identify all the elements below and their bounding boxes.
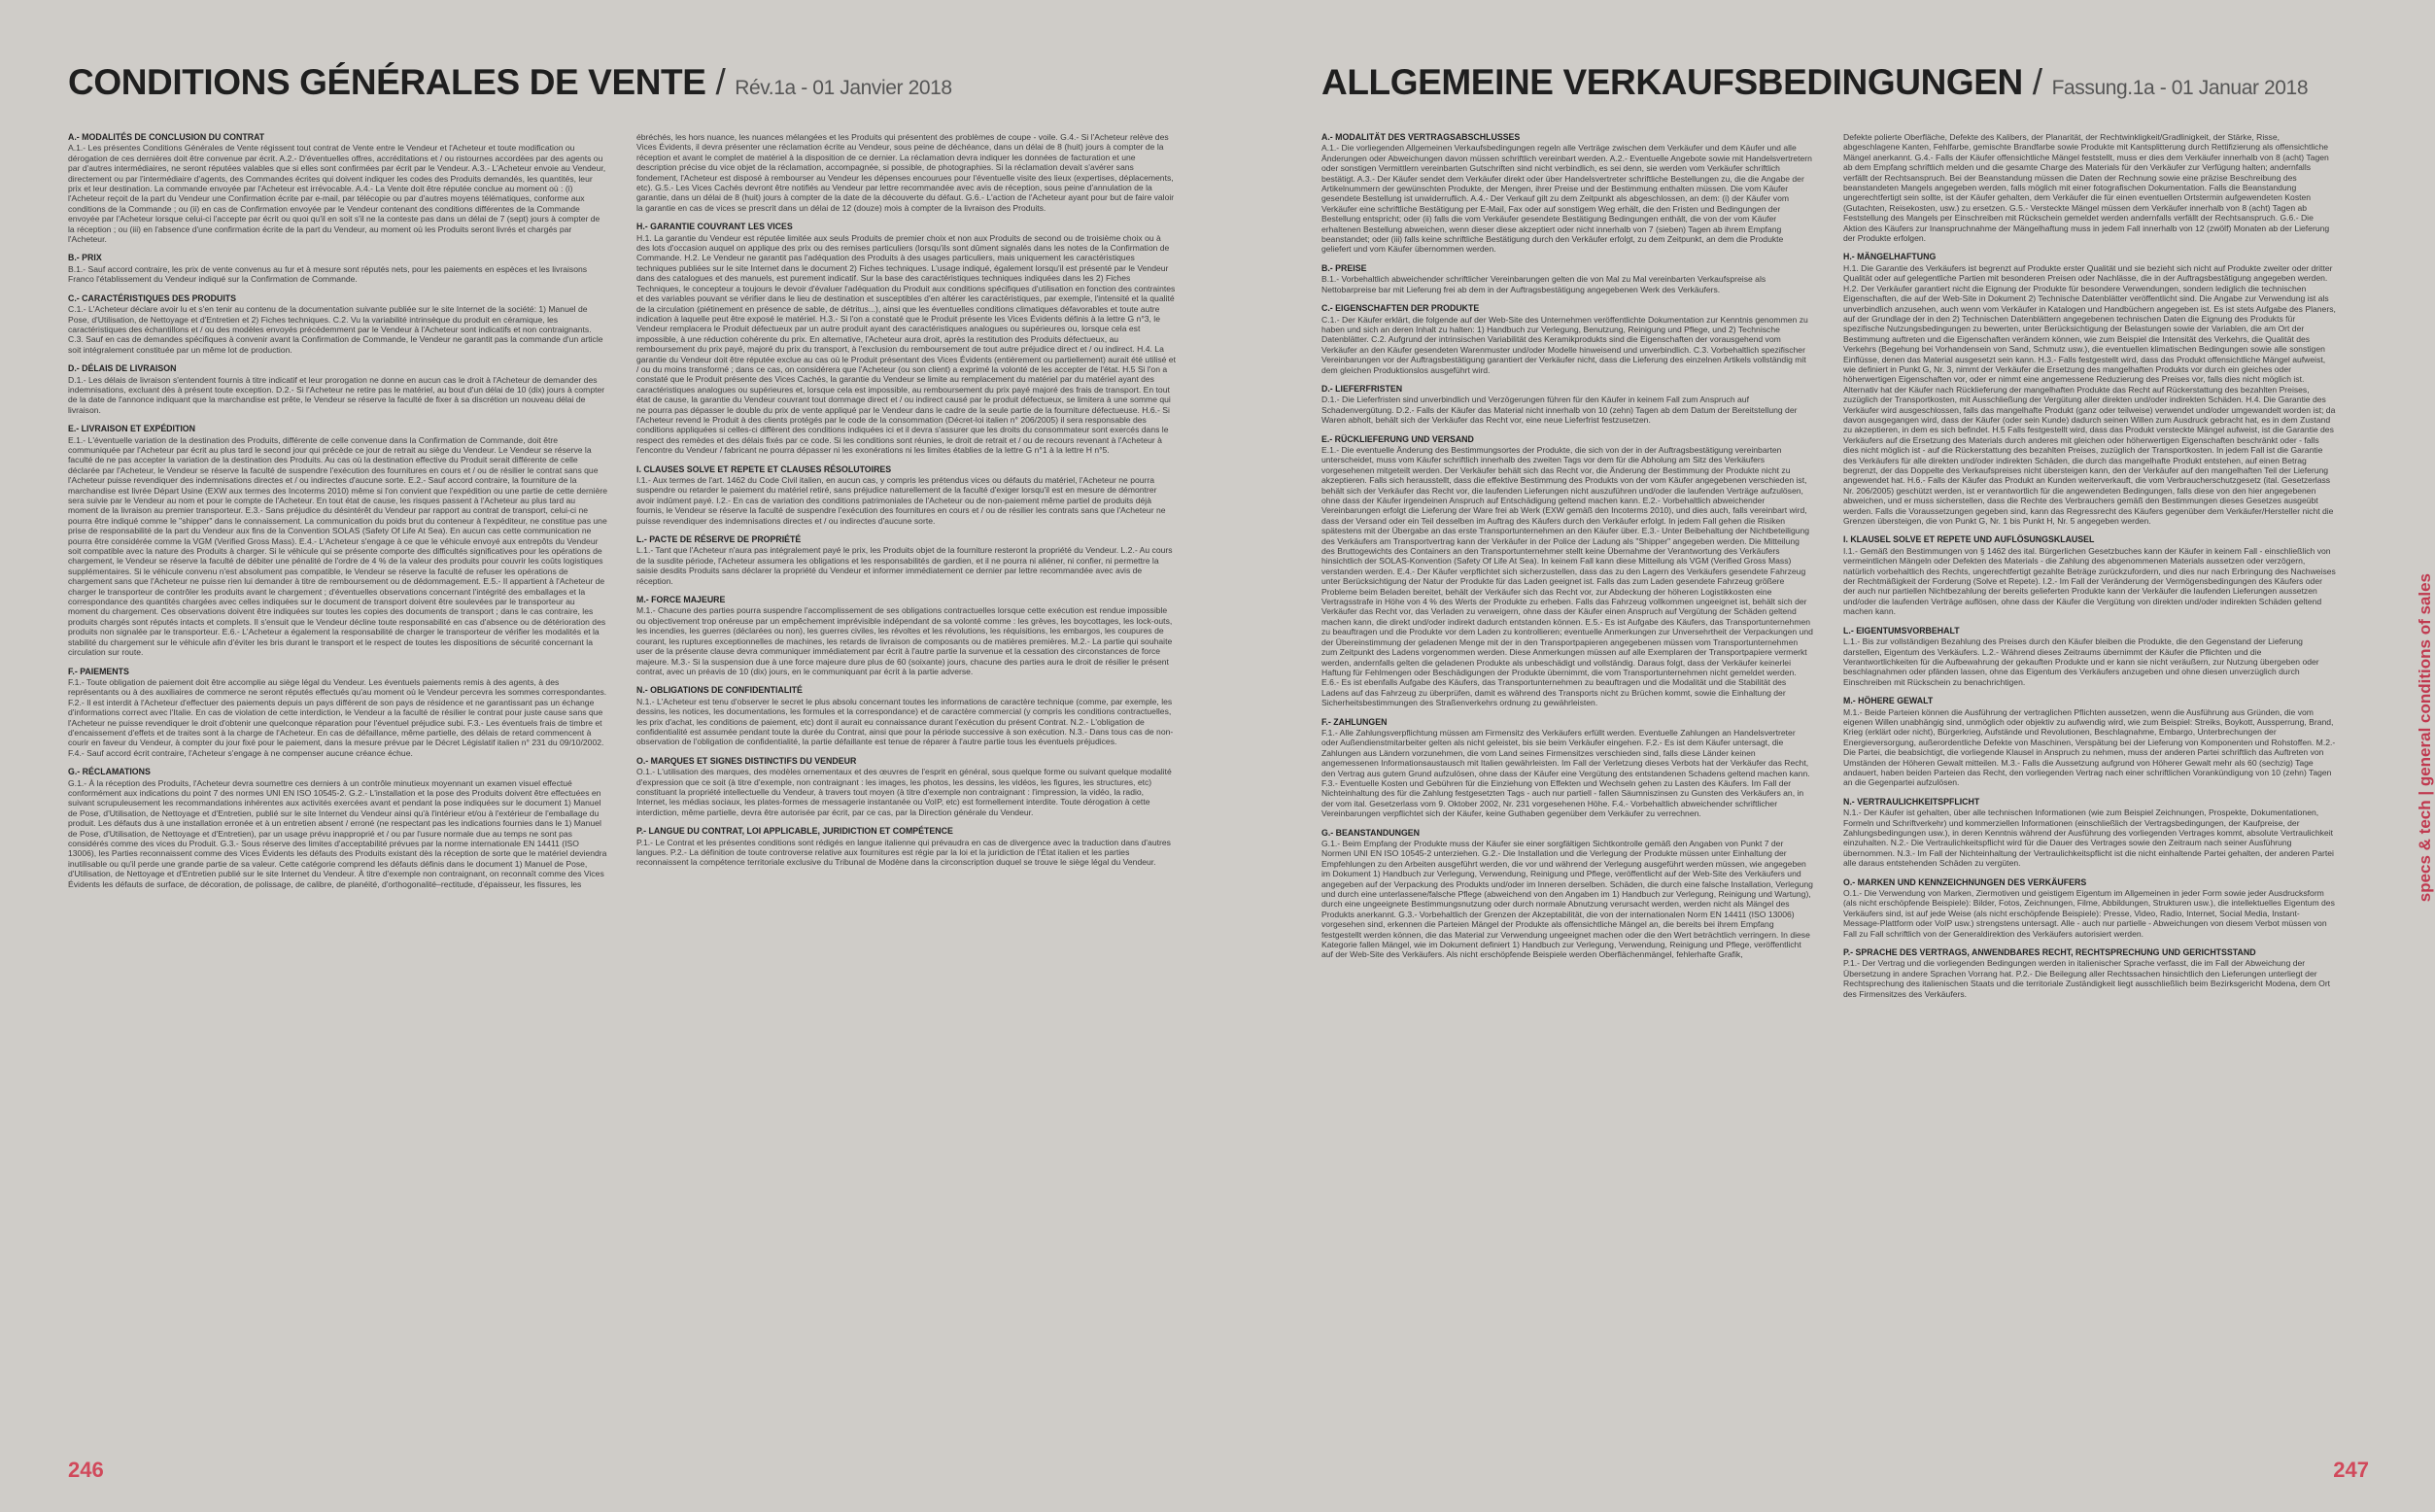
section-heading: F.- ZAHLUNGEN xyxy=(1321,716,1388,727)
section-body: L.1.- Bis zur vollständigen Bezahlung des Preises durch den Käufer bleiben die Produkte, die den Gegenstand der Lieferung darstellen, Eigentum des Verkäufers. L.2.- Während dieses Zeitraums übernimmt der Käufer die Pflichten und die Verantwortlichkeiten für die Aufbewahrung der gekauften Produkte und er kann sie nicht veräußern, zur Nutzung übergeben oder beschlagnahmen oder pfänden lassen, ohne das Eigentum des Verkäufers anzugeben und ohne diesen unverzüglich durch Einschreiben mit Rückschein zu benachrichtigen. xyxy=(1843,636,2319,687)
section-heading: E.- LIVRAISON ET EXPÉDITION xyxy=(68,424,195,434)
section-body: F.1.- Alle Zahlungsverpflichtung müssen am Firmensitz des Verkäufers erfüllt werden. Eventuelle Zahlungen an Handelsvertreter oder Außendienstmitarbeiter gelten als nicht geleistet, bis sie beim Verkäufer eingehen. F.2.- Es ist dem Käufer untersagt, die Zahlungen aus Ländern vorzunehmen, die vom Land seines Firmensitzes verschieden sind, falls diese Länder keinen angemessenen Informationsaustausch mit Italien gewährleisten. Im Fall der Verletzung dieses Verbots hat der Verkäufer das Recht, den Vertrag aus gutem Grund aufzulösen, ohne dass der Käufer eine Vergütung des entstandenen Schadens geltend machen kann. F.3.- Eventuelle Kosten und Gebühren für die Einziehung von Effekten und Wechseln gehen zu Lasten des Käufers. Im Fall der Nichteinhaltung des für die Zahlung festgesetzten Tags - auch nur partiell - fallen Säumniszinsen zu Gunsten des Verkäufers an, in der vom ital. Gesetzerlass vom 9. Oktober 2002, Nr. 231 vorgesehenen Höhe. F.4.- Vorbehaltlich abweichender schriftlicher Vereinbarungen verpflichtet sich der Käufer, keine Guthaben gegenüber dem Verkäufer zu verrechnen. xyxy=(1321,727,1810,819)
page-number: 246 xyxy=(68,1458,104,1482)
page-number: 247 xyxy=(2333,1458,2369,1482)
page-right xyxy=(1215,0,2429,1512)
text-columns xyxy=(68,132,1176,889)
section-body: P.1.- Der Vertrag und die vorliegenden Bedingungen werden in italienischer Sprache verfasst, die im Fall der Abweichung der Übersetzung in andere Sprachen Vorrang hat. P.2.- Die Beilegung aller Rechtssachen hinsichtlich den Lieferungen unterliegt der Rechtsprechung des italienischen Staats und die territoriale Zuständigkeit liegt ausschließlich beim Bezirksgericht Modena, dem Ort des Firmensitzes des Verkäufers. xyxy=(1843,958,2331,999)
section-heading: C.- CARACTÉRISTIQUES DES PRODUITS xyxy=(68,292,237,303)
section-body: G.1.- À la réception des Produits, l'Acheteur devra soumettre ces derniers à un contrôle minutieux moyennant un examen visuel effectué conformément aux indications du point 7 des normes UNI EN ISO 10545-2. G.2.- L'installation et la pose des Produits doivent être effectuées en suivant scrupuleusement les recommandations inhérentes aux activités exercées avant et pendant la pose indiquées sur le document 1) Manuel de Pose, d'Utilisation, de Nettoyage et d'Entretien, publié sur le site Internet du Vendeur ainsi qu'à l'intérieur et/ou à l'extérieur de l'emballage du produit. Les défauts dus à une installation erronée et à un entretien absent / erroné (ne respectant pas les indications fournies dans le 1) Manuel de Pose, d'Utilisation, de Nettoyage et d'Entretien), par un usage prévu inapproprié et / ou par l'usure normale due au temps ne sont pas considérés comme des vices du Produit. G.3.- Sous réserve des limites d'acceptabilité prévues par la norme internationale EN 14411 (ISO 13006), les Parties reconnaissent comme des Vices Évidents les défauts des Produits existant dès la réception de sorte que le matériel deviendra inutilisable ou qu'il perde une grande partie de sa valeur. Cette catégorie comprend les défauts définis dans le document 1) Manuel de Pose, d'Utilisation, de Nettoyage et d'Entretien publié sur le site Internet du Vendeur. À titre d'exemple non contraignant, on reconnaît comme des Vices Évidents les défauts de surface, de décoration, de polissage, de calibre, de planéité, d'orthogonalité–rectitude, d'épaisseur, les fissures, les xyxy=(68,777,607,889)
text-column xyxy=(636,132,1176,889)
section-heading: F.- PAIEMENTS xyxy=(68,666,129,676)
section-body: N.1.- L'Acheteur est tenu d'observer le secret le plus absolu concernant toutes les informations de caractère technique (comme, par exemple, les dessins, les notices, les documentations, les formules et la correspondance) et de caractère commercial (y compris les conditions contractuelles, les prix d'achat, les conditions de paiement, etc) dont il aurait eu connaissance durant l'exécution du présent Contrat. N.2.- L'obligation de confidentialité est assumée pendant toute la durée du Contrat, ainsi que pour la période successive à son exécution. N.3.- Dans tous cas de non-observation de l'obligation de confidentialité, la partie défaillante est tenue de réparer à l'autre partie tous les éventuels préjudices. xyxy=(636,696,1174,747)
section-heading: G.- RÉCLAMATIONS xyxy=(68,767,151,777)
section-heading: H.- GARANTIE COUVRANT LES VICES xyxy=(636,222,793,232)
section-body: H.1. Die Garantie des Verkäufers ist begrenzt auf Produkte erster Qualität und sie bezieht sich nicht auf Produkte zweiter oder dritter Qualität oder auf gelegentliche Partien mit besonderen Preisen oder Nachlässe, die in der Auftragsbestätigung angegeben werden. H.2. Der Verkäufer garantiert nicht die Eignung der Produkte für besondere Verwendungen, sondern lediglich die technischen Eigenschaften, die auf der Web-Site in Dokument 2) Technische Datenblätter veröffentlicht sind. Die Angabe zur Verwendung ist als unverbindlich anzusehen, auch wenn vom Verkäufer in Katalogen und Handbüchern angegeben ist. Es ist stets Aufgabe des Planers, auf der Grundlage der in den 2) Technischen Datenblättern angegebenen technischen Daten die Eignung des Produkts für spezifische Nutzungsbedingungen zu bewerten, unter Berücksichtigung der Belastungen sowie der Variablen, die am Ort der Bestimmung auftreten und die Eigenschaften verändern können, wie zum Beispiel die Intensität des Verkehrs, die Qualität des Verkehrs (Begehung bei Vorhandensein von Sand, Schmutz usw.), die eventuellen klimatischen Bedingungen sowie alle sonstigen Einflüsse, denen das Material ausgesetzt sein kann. H.3.- Falls festgestellt wird, dass das Produkt offensichtliche Mängel aufweist, wie definiert in Punkt G, Nr. 3, nimmt der Verkäufer die Ersetzung des mangelhaften Produkts vor durch ein gleiches oder höherwertigen Eigenschaften vor, oder er nimmt eine angemessene Reduzierung des Preises vor, falls dies nicht möglich ist. Alternativ hat der Käufer nach Rücklieferung der mangelhaften Produkte das Recht auf Rückerstattung des bezahlten Preises, zuzüglich der Transportkosten, mit Ausschließung der Vergütung aller direkten und/oder indirekten Schäden. H.4. Die Garantie des Verkäufer wird ausgeschlossen, falls das mangelhafte Produkt (ganz oder teilweise) verwendet und/oder umgewandelt worden ist; da davon ausgegangen wird, dass der Käufer (oder sein Kunde) dadurch seinen Willen zum Ausdruck gebracht hat, es in dem Zustand zu akzeptieren, in dem es sich befindet. H.5 Falls festgestellt wird, dass das Produkt versteckte Mängel aufweist, ist die Garantie des Verkäufers auf die Ersetzung des Materials durch anderes mit gleichen oder höherwertigen Eigenschaften beschränkt oder - falls dies nicht möglich ist - auf die Rückerstattung des bezahlten Preises, zuzüglich der Transportkosten. In jedem Fall ist die Garantie des Verkäufers für alle direkten und/oder indirekten Schäden, die durch das mangelhafte Produkt entstehen, auf einen Betrag begrenzt, der das Doppelte des Verkaufspreises nicht übersteigen kann, den der Verkäufer auf den mangelhaften Teil der Lieferung angewendet hat. H.6.- Falls der Käufer das Produkt an Kunden weiterverkauft, die vom Verbraucherschutzgesetz (ital. Gesetzerlass Nr. 206/2005) geschützt werden, ist er verantwortlich für die angewendeten Bedingungen, falls diese von den hier angegebenen abweichen, und er muss sicherstellen, dass die Rechte des Verbrauchers gemäß den Bestimmungen dieses Gesetzes ausgeübt werden. Falls die Voraussetzungen gegeben sind, kann das Regressrecht des Käufers gegenüber dem Verkäufer/Hersteller nicht die Grenzen übersteigen, die von Punkt G, Nr. 1 bis Punkt H, Nr. 5 angegeben werden. xyxy=(1843,262,2336,527)
section-body: D.1.- Les délais de livraison s'entendent fournis à titre indicatif et leur prorogation ne donne en aucun cas le droit à l'Acheteur de demander des indemnisations, excluant dès à présent toute exception. D.2.- Si l'Acheteur ne retire pas le matériel, au bout d'un délai de 10 (dix) jours à compter de la date de l'annonce indiquant que la marchandise est prête, le Vendeur se réserve la faculté de fixer à sa discrétion un nouveau délai de livraison. xyxy=(68,374,605,415)
section-body: I.1.- Gemäß den Bestimmungen von § 1462 des ital. Bürgerlichen Gesetzbuches kann der Käufer in keinem Fall - einschließlich von vermeintlichen Mängeln oder Defekten des Materials - die Zahlung des abgenommenen Materials aussetzen oder verzögern, natürlich vorbehaltlich des Rechts, ungerechtfertigt gezahlte Beträge zurückzufordern, und dies nur nach Erbringung des Nachweises der Rechtmäßigkeit der Forderung (Solve et Repete). I.2.- Im Fall der Veränderung der Vermögensbedingungen des Käufers oder der auch nur partiellen Nichtbezahlung der bereits gelieferten Produkte kann der Verkäufer die laufenden Lieferungen aussetzen und/oder die laufenden Verträge auflösen, ohne dass der Käufer die Vergütung von direkten und/oder indirekten Schäden geltend machen kann. xyxy=(1843,545,2336,617)
section-heading: N.- VERTRAULICHKEITSPFLICHT xyxy=(1843,796,1980,807)
section-body: M.1.- Beide Parteien können die Ausführung der vertraglichen Pflichten aussetzen, wenn die Ausführung aus Gründen, die vom eigenen Willen unabhängig sind, unmöglich oder objektiv zu aufwendig wird, wie zum Beispiel: Streiks, Boykott, Aussperrung, Brand, Krieg (erklärt oder nicht), Bürgerkrieg, Aufstände und Revolutionen, Beschlagnahme, Embargo, Unterbrechungen der Energieversorgung, außerordentliche Defekte von Maschinen, Verspätung bei der Lieferung von Komponenten und Rohstoffen. M.2.- Die Partei, die beabsichtigt, die vorliegende Klausel in Anspruch zu nehmen, muss der anderen Partei schriftlich das Auftreten von Umständen der Höheren Gewalt mitteilen. M.3.- Falls die Aussetzung aufgrund von Höherer Gewalt mehr als 60 (sechzig) Tage andauert, haben beiden Parteien das Recht, den vorliegenden Vertrag nach einer schriftlichen Vorankündigung von 10 (zehn) Tagen an die Gegenpartei aufzulösen. xyxy=(1843,706,2336,788)
section-body: A.1.- Les présentes Conditions Générales de Vente régissent tout contrat de Vente entre le Vendeur et l'Acheteur et toute modification ou dérogation de ces dernières doit être convenue par écrit. A.2.- D'éventuelles offres, accréditations et / ou ristournes accordées par des agents ou par d'autres intermédiaires, ne seront réputées valables que si elles sont confirmées par écrit par le Vendeur. A.3.- L'Acheteur envoie au Vendeur, directement ou par l'intermédiaire d'agents, des Commandes écrites qui doivent indiquer les codes des Produits demandés, les quantités, leur prix et leur destination. La commande envoyée par l'Acheteur est irrévocable. A.4.- La Vente doit être réputée conclue au moment où : (i) l'Acheteur reçoit de la part du Vendeur une Confirmation écrite par e-mail, par télécopie ou par d'autres moyens télématiques, conforme aux conditions de la Commande ; ou (ii) en cas de Confirmation envoyée par le Vendeur contenant des conditions différentes de la Commande envoyée par l'Acheteur lorsque celui-ci l'accepte par écrit ou quoi qu'il en soit s'il ne la conteste pas dans un délai de 7 (sept) jours à compter de la réception ; ou (iii) en l'absence d'une confirmation écrite de la part du Vendeur, au moment où les Produits seront livrés et chargés par l'Acheteur. xyxy=(68,143,606,245)
section-body: E.1.- L'éventuelle variation de la destination des Produits, différente de celle convenue dans la Confirmation de Commande, doit être communiquée par l'Acheteur par écrit au plus tard le second jour qui précède ce jour de retrait au siège du Vendeur. Le Vendeur se réserve la faculté de ne pas accepter la variation de la destination des Produits. Au cas où la destination effective du Produit serait différente de celle déclarée par l'Acheteur, le Vendeur se réserve la faculté de suspendre l'exécution des fournitures en cours et / ou de résilier le contrat sans que l'Acheteur puisse revendiquer des indemnisations directes et / ou indirectes d'aucune sorte. E.2.- Sauf accord contraire, la fourniture de la marchandise est livrée Départ Usine (EXW aux termes des Incoterms 2010) même si l'on convient que l'expédition ou une partie de cette dernière sera suivie par le Vendeur au nom et pour le compte de l'Acheteur. En tout état de cause, les risques passent à l'Acheteur au plus tard au moment de la livraison au premier transporteur. E.3.- Sans préjudice du désintérêt du Vendeur par rapport au contrat de transport, celui-ci ne pourra être indiqué comme le "shipper" dans le connaissement. La communication du poids brut du conteneur à l'expéditeur, ne constitue pas une prise de responsabilité de la part du Vendeur aux fins de la Convention SOLAS (Safety Of Life At Sea). En aucun cas cette communication ne pourra être considérée comme la VGM (Verified Gross Mass). E.4.- L'Acheteur s'engage à ce que le véhicule envoyé aux entrepôts du Vendeur soit compatible avec la nature des Produits à charger. Si le véhicule qui se présente comporte des difficultés significatives pour les opérations de chargement, le Vendeur se réserve la faculté de débiter une pénalité de l'ordre de 4 % de la valeur des produits pour couvrir les coûts logistiques supplémentaires. Si le véhicule convenu n'est absolument pas compatible, le Vendeur se réserve la faculté de refuser les opérations de chargement sans que l'Acheteur ne puisse rien lui demander à titre de remboursement ou de dédommagement. E.5.- Il appartient à l'Acheteur de charger le transporteur de contrôler les produits avant le chargement ; d'éventuelles observations concernant l'intégrité des emballages et la correspondance des quantités chargées avec celles indiquées sur le document de transport doivent être soulevées par le transporteur au moment du chargement. Ces observations doivent être indiquées sur toutes les copies des documents de transport ; dans le cas contraire, les produits chargés sont réputés intacts et complets. Il s'ensuit que le Vendeur décline toute responsabilité en cas d'absence ou de détérioration des produits non signalée par le transporteur. E.6.- L'Acheteur a également la responsabilité de charger le transporteur de vérifier les modalités et la stabilité du chargement sur le véhicule afin d'éviter les bris durant le transport et le respect de toutes les dispositions de sécurité concernant la circulation sur route. xyxy=(68,434,607,658)
section-body: I.1.- Aux termes de l'art. 1462 du Code Civil italien, en aucun cas, y compris les prétendus vices ou défauts du matériel, l'Acheteur ne pourra suspendre ou retarder le paiement du matériel retiré, sans préjudice naturellement de la faculté d'exiger lorsqu'il est en mesure de démontrer avoir indûment payé. I.2.- En cas de variation des conditions patrimoniales de l'Acheteur ou de non-paiement même partiel de produits déjà fournis, le Vendeur se réserve la faculté de suspendre l'exécution des fournitures en cours et / ou de résilier les contrats sans que l'Acheteur ne puisse revendiquer des indemnisations directes et / ou indirectes d'aucune sorte. xyxy=(636,475,1166,526)
section-heading: P.- SPRACHE DES VERTRAGS, ANWENDBARES RECHT, RECHTSPRECHUNG UND GERICHTSSTAND xyxy=(1843,947,2256,958)
section-body: P.1.- Le Contrat et les présentes conditions sont rédigés en langue italienne qui prévaudra en cas de divergence avec la traduction dans d'autres langues. P.2.- La définition de toute controverse relative aux fournitures est régie par la loi et la juridiction de l'État italien et les parties reconnaissent la compétence territoriale exclusive du Tribunal de Modène dans la circonscription duquel se trouve le siège légal du Vendeur. xyxy=(636,837,1171,868)
section-body: Defekte polierte Oberfläche, Defekte des Kalibers, der Planarität, der Rechtwinkligkeit/Gradlinigkeit, der Stärke, Risse, abgeschlagene Kanten, Fehlfarbe, gemischte Brandfarbe sowie Produkte mit Kantsplitterung durch Rettifizierung als offensichtliche Mängel anerkannt. G.4.- Falls der Käufer offensichtliche Mängel feststellt, muss er dies dem Verkäufer innerhalb von 8 (acht) Tagen ab dem Empfang schriftlich melden und die gesamte Charge des Materials für den Verkäufer zur Verfügung halten; andernfalls verfällt der Rechtsanspruch. Bei der Beanstandung müssen die Daten der Rechnung sowie eine präzise Beschreibung des beanstandeten Mangels angegeben werden, falls möglich mit einer fotografischen Dokumentation. Falls die Beanstandung ungerechtfertigt sein sollte, ist der Käufer gehalten, dem Verkäufer die für einen eventuellen Ortstermin aufgewendeten Kosten (Gutachten, Reisekosten, usw.) zu ersetzen. G.5.- Versteckte Mängel müssen dem Verkäufer innerhalb von 8 (acht) Tagen ab Feststellung des Mangels per Einschreiben mit Rückschein gemeldet werden andernfalls verfällt der Rechtsanspruch. G.6.- Die Aktion des Käufers zur Inanspruchnahme der Mängelhaftung muss in jedem Fall innerhalb von 12 (zwölf) Monaten ab der Lieferung der Produkte erfolgen. xyxy=(1843,132,2330,244)
section-heading: B.- PREISE xyxy=(1321,262,1367,273)
section-heading: L.- PACTE DE RÉSERVE DE PROPRIÉTÉ xyxy=(636,534,802,545)
text-column xyxy=(1843,132,2336,999)
section-body: A.1.- Die vorliegenden Allgemeinen Verkaufsbedingungen regeln alle Verträge zwischen dem Verkäufer und dem Käufer und alle Änderungen oder Abweichungen davon müssen schriftlich vereinbart werden. A.2.- Eventuelle Angebote sowie mit Handelsvertretern oder sonstigen Vermittlern vereinbarten Gutschriften sind nicht verbindlich, es sei denn, sie werden vom Verkäufer schriftlich bestätigt. A.3.- Der Käufer sendet dem Verkäufer direkt oder über Handelsvertreter schriftliche Bestellungen zu, die die Angabe der Artikelnummern der gewünschten Produkte, der Mengen, ihrer Preise und der Bestimmung enthalten müssen. Die vom Käufer gesendete Bestellung ist unwiderruflich. A.4.- Der Verkauf gilt zu dem Zeitpunkt als abgeschlossen, an dem: (i) der Käufer vom Verkäufer eine schriftliche Bestätigung per E-Mail, Fax oder auf sonstigem Weg erhält, die den Fristen und Bedingungen der Bestellung entspricht; oder (ii) falls die vom Verkäufer gesendete Bestätigung Bedingungen enthält, die von der vom Käufer erhaltenen Bestellung abweichen, wenn dieser diese akzeptiert oder nicht innerhalb von 7 (sieben) Tagen ab ihrem Empfang beanstandet; oder (iii) falls keine schriftliche Bestätigung durch den Verkäufer erfolgt, zu dem Zeitpunkt, an dem die Produkte geliefert und vom Käufer übernommen werden. xyxy=(1321,143,1812,255)
section-heading: H.- MÄNGELHAFTUNG xyxy=(1843,252,1937,262)
section-heading: I. CLAUSES SOLVE ET REPETE ET CLAUSES RÉSOLUTOIRES xyxy=(636,464,892,474)
section-body: C.1.- Der Käufer erklärt, die folgende auf der Web-Site des Unternehmen veröffentlichte Dokumentation zur Kenntnis genommen zu haben und sich an deren Inhalt zu halten: 1) Handbuch zur Verlegung, Benutzung, Reinigung und Pflege, und 2) Technische Datenblätter. C.2. Aufgrund der intrinsischen Variabilität des Keramikprodukts sind die Eigenschaften der vorausgehend vom Verkäufer an den Käufer gesendeten Warenmuster und/oder Modelle hinweisend und unverbindlich. C.3. Vorbehaltlich spezifischer Vereinbarungen vor der Auftragsbestätigung garantiert der Verkäufer nicht, dass die Lieferung des einzelnen Artikels vollständig mit dem gleichen Produktionslos ausgeführt wird. xyxy=(1321,314,1808,375)
section-heading: N.- OBLIGATIONS DE CONFIDENTIALITÉ xyxy=(636,685,803,696)
text-column xyxy=(68,132,607,889)
section-body: F.1.- Toute obligation de paiement doit être accomplie au siège légal du Vendeur. Les éventuels paiements remis à des agents, à des représentants ou à des auxiliaires de commerce ne seront réputés effectués qu'au moment où le Vendeur percevra les sommes correspondantes. F.2.- Il est interdit à l'Acheteur d'effectuer des paiements depuis un pays différent de son pays de résidence et ne garantissant pas un échange d'informations correct avec l'Italie. En cas de violation de cette interdiction, le Vendeur a la faculté de résilier le contrat pour juste cause sans que l'Acheteur ne puisse revendiquer le droit d'obtenir une quelconque réparation pour l'éventuel préjudice subi. F.3.- Les éventuels frais de timbre et d'encaissement d'effets et de traites sont à la charge de l'Acheteur. En cas de défaillance, même partielle, des délais de retard commencent à courir en faveur du Vendeur, à compter du jour fixé pour le paiement, dans la mesure prévue par le Décret Législatif italien n° 231 du 09/10/2002. F.4.- Sauf accord écrit contraire, l'Acheteur s'engage à ne compenser aucune créance échue. xyxy=(68,676,607,758)
section-body: O.1.- L'utilisation des marques, des modèles ornementaux et des œuvres de l'esprit en général, sous quelque forme ou suivant quelque modalité d'expression que ce soit (à titre d'exemple, non contraignant : les images, les photos, les dessins, les vidéos, les figures, les structures, etc) constituant la propriété intellectuelle du Vendeur, à travers tout moyen (à titre d'exemple non contraignant : l'impression, la vidéo, la radio, Internet, les médias sociaux, les plates-formes de messagerie instantanée ou VoIP, etc) est formellement interdite. Toute dérogation à cette interdiction, même partielle, devra être autorisée par écrit, par ce cas, par la Direction générale du Vendeur. xyxy=(636,767,1172,817)
section-body: B.1.- Vorbehaltlich abweichender schriftlicher Vereinbarungen gelten die von Mal zu Mal vereinbarten Verkaufspreise als Nettobarpreise bar mit Lieferung frei ab dem in der Auftragsbestätigung angegebenen Werk des Verkäufers. xyxy=(1321,274,1766,294)
section-body: O.1.- Die Verwendung von Marken, Ziermotiven und geistigem Eigentum im Allgemeinen in jeder Form sowie jeder Ausdrucksform (als nicht erschöpfende Beispiele): Bilder, Fotos, Zeichnungen, Filme, Abbildungen, Strukturen usw.), die intellektuelles Eigentum des Verkäufers sind, ist auf jede Weise (als nicht erschöpfende Beispiele): Presse, Video, Radio, Internet, Social Media, Instant-Message-Plattform oder VoIP usw.) strengstens untersagt. Alle - auch nur partielle - Abweichungen von diesem Verbot müssen von Fall zu Fall schriftlich von der Generaldirektion des Verkäufers autorisiert werden. xyxy=(1843,888,2335,939)
section-body: E.1.- Die eventuelle Änderung des Bestimmungsortes der Produkte, die sich von der in der Auftragsbestätigung vereinbarten unterscheidet, muss vom Käufer schriftlich innerhalb des zweiten Tags vor dem für die Abholung am Sitz des Verkäufers vorgesehenen mitgeteilt werden. Der Verkäufer behält sich das Recht vor, die Änderung der Bestimmung der Produkte nicht zu akzeptieren. Falls sich herausstellt, dass die effektive Bestimmung des Produkts von der vom Käufer angegebenen verschieden ist, behält sich der Verkäufer das Recht vor, die laufenden Lieferungen nicht auszuführen und/oder die laufenden Verträge aufzulösen, ohne dass der Käufer irgendeinen Anspruch auf Entschädigung geltend machen kann. E.2.- Vorbehaltlich abweichender Vereinbarungen erfolgt die Lieferung der Ware frei ab Werk (EXW gemäß den Incoterms 2010), und dies auch, falls vereinbart wird, dass der Versand oder ein Teil desselben im Auftrag des Käufers durch den Verkäufer erfolgt. In jedem Fall gehen die Risiken spätestens mit der Übergabe an das erste Transportunternehmen an den Käufer über. E.3.- Unter Beibehaltung der Nichtbeteiligung des Verkäufers am Transportvertrag kann der Verkäufer in der Police der Ladung als "Shipper" angegeben werden. Die Mitteilung des Bruttogewichts des Containers an den Transportunternehmer stellt keine Übernahme der Verantwortung des Verkäufers hinsichtlich der SOLAS-Konvention (Safety Of Life At Sea). In keinem Fall kann diese Mitteilung als VGM (Verified Gross Mass) verstanden werden. E.4.- Der Käufer verpflichtet sich sicherzustellen, dass das zu den Lagern des Verkäufers gesendete Fahrzeug unter Berücksichtigung der Natur der Produkte für das Laden geeignet ist. Falls das zum Laden gesendete Fahrzeug größere Probleme beim Beladen bereitet, behält der Verkäufer sich das Recht vor, zur Abdeckung der höheren Logistikkosten eine Vertragsstrafe in Höhe von 4 % des Werts der Produkte zu erheben. Falls das Fahrzeug vollkommen ungeeignet ist, behält sich der Verkäufer das Recht vor, das Verladen zu verweigern, ohne dass der Käufer einen Anspruch auf Vergütung der Schäden geltend machen kann, die direkt und/oder indirekt dadurch entstanden können. E.5.- Es ist Aufgabe des Käufers, das Transportunternehmen zu beauftragen und die Produkte vor dem Laden zu kontrollieren; eventuelle Anmerkungen zur Unversehrtheit der Verpackungen und der Übereinstimmung der geladenen Menge mit der in den Transportpapieren angegebenen müssen vom Transportunternehmen zum Zeitpunkt des Ladens vorgenommen werden. Diese Anmerkungen müssen auf alle Exemplaren der Transportpapiere vermerkt werden, andernfalls gelten die geladenen Produkte als unbeschädigt und vollständig. Daraus folgt, dass der Verkäufer keinerlei Haftung für Fehlmengen oder Beschädigungen der Produkte übernimmt, die vom Transportunternehmen nicht gemeldet werden. E.6.- Es ist ebenfalls Aufgabe des Käufers, das Transportunternehmen zu beauftragen und die Modalität und die Stabilität des Ladens auf das Fahrzeug zu überprüfen, damit es während des Transports nicht zu Brüchen kommt, sowie die Einhaltung der Sicherheitsbestimmungen des Straßenverkehrs ordnung zu gewährleisten. xyxy=(1321,444,1813,708)
section-body: H.1. La garantie du Vendeur est réputée limitée aux seuls Produits de premier choix et non aux Produits de second ou de troisième choix ou à des lots d'occasion auquel on applique des prix ou des remises particuliers (lorsqu'ils sont dûment signalés dans les notes de la Confirmation de Commande. H.2. Le Vendeur ne garantit pas l'adéquation des Produits à des usages particuliers, mais uniquement les caractéristiques techniques publiées sur le site Internet dans le document 2) Fiches techniques. L'usage indiqué, également lorsqu'il est présenté par le Vendeur dans des catalogues et des manuels, est purement indicatif. Sur la base des caractéristiques techniques indiquées dans les 2) Fiches Techniques, le concepteur a toujours le devoir d'évaluer l'adéquation du Produit aux conditions spécifiques d'utilisation en fonction des contraintes et des variables pouvant se vérifier dans le lieu de destination et susceptibles d'en altérer les caractéristiques, par exemple, l'intensité et la qualité de la circulation (piétinement en présence de sable, de détritus...), ainsi que les éventuelles conditions climatiques défavorables et toute autre indication à laquelle peut être exposé le matériel. H.3.- Si l'on a constaté que le Produit présente les Vices Évidents définis à la lettre G n°3, le Vendeur remplacera le Produit défectueux par un autre produit ayant des caractéristiques analogues ou supérieures ou, lorsque cela est impossible, à une réduction cohérente du prix. En alternative, l'Acheteur aura droit, après la restitution des Produits défectueux, au remboursement du prix payé, majoré du prix du transport, à l'exclusion du remboursement de tout autre préjudice direct et / ou indirect. H.4. La garantie du Vendeur doit être réputée exclue au cas où le Produit présentant des Vices Évidents (entièrement ou partiellement) aurait été utilisé et / ou du moins transformé ; dans ce cas, on considérera que l'Acheteur (ou son client) a exprimé la volonté de les accepter de l'état. H.5 Si l'on a constaté que le Produit présente des Vices Cachés, la garantie du Vendeur se limite au remplacement du matériel par du matériel ayant des caractéristiques analogues ou supérieures et, lorsque cela est impossible, au remboursement du prix payé majoré des frais de transport. En tout état de cause, la garantie du Vendeur couvrant tout dommage direct et / ou indirect causé par le produit défectueux, se limitera à une somme qui ne pourra pas dépasser le double du prix de vente appliqué par le Vendeur dans le cadre de la seule partie de la fourniture défectueuse. H.6.- Si l'Acheteur revend le Produit à des clients protégés par le code de la consommation (Décret-loi italien n° 206/2005) il sera responsable des conditions appliquées si celles-ci diffèrent des conditions indiquées ici et il devra s'assurer que les droits du consommateur sont exercés dans le respect des remèdes et des délais fixés par ce code. Si les conditions sont réunies, le droit de retrait et / ou de recours revenant à l'Acheteur à l'encontre du Vendeur / fabricant ne pourra dépasser ni les exonérations ni les limites établies de la lettre G n°1 à la lettre H n°5. xyxy=(636,232,1176,456)
section-heading: I. KLAUSEL SOLVE ET REPETE UND AUFLÖSUNGSKLAUSEL xyxy=(1843,534,2095,545)
section-body: N.1.- Der Käufer ist gehalten, über alle technischen Informationen (wie zum Beispiel Zeichnungen, Prospekte, Dokumentationen, Formeln und Schriftverkehr) und kommerziellen Informationen (einschließlich der Vertragsbedingungen, der Kaufpreise, der Zahlungsbedingungen usw.), in deren Kenntnis während der Ausführung des vorliegenden Vertrages kommt, absolute Vertraulichkeit einzuhalten. N.2.- Die Vertraulichkeitspflicht wird für die Dauer des Vertrages sowie den Zeitraum nach seiner Ausführung übernommen. N.3.- Im Fall der Nichteinhaltung der Vertraulichkeitspflicht ist die nicht einhaltende Partei gehalten, der anderen Partei alle daraus entstehenden Schäden zu vergüten. xyxy=(1843,808,2334,869)
text-column xyxy=(1321,132,1814,999)
section-heading: O.- MARQUES ET SIGNES DISTINCTIFS DU VENDEUR xyxy=(636,755,857,766)
section-heading: A.- MODALITÉS DE CONCLUSION DU CONTRAT xyxy=(68,132,265,142)
section-body: B.1.- Sauf accord contraire, les prix de vente convenus au fur et à mesure sont réputés nets, pour les paiements en espèces et les livraisons Franco l'établissement du Vendeur indiqué sur la Confirmation de Commande. xyxy=(68,263,588,285)
text-columns xyxy=(1321,132,2336,999)
section-heading: C.- EIGENSCHAFTEN DER PRODUKTE xyxy=(1321,303,1480,314)
section-heading: P.- LANGUE DU CONTRAT, LOI APPLICABLE, JURIDICTION ET COMPÉTENCE xyxy=(636,826,953,837)
section-body: M.1.- Chacune des parties pourra suspendre l'accomplissement de ses obligations contractuelles lorsque cette exécution est rendue impossible ou objectivement trop onéreuse par un empêchement imprévisible indépendant de sa volonté comme : les grèves, les boycottages, les lock-outs, les incendies, les guerres (déclarées ou non), les guerres civiles, les révoltes et les révolutions, les réquisitions, les embargos, les coupures de courant, les ruptures exceptionnelles de machines, les retards de livraison de composants ou de matières premières. M.2.- La partie qui souhaite user de la présente clause devra communiquer immédiatement par écrit à l'autre partie la survenue et la cessation des circonstances de force majeure. M.3.- Si la suspension due à une force majeure dure plus de 60 (soixante) jours, chacune des parties aura le droit de résilier le présent contrat, avec un préavis de 10 (dix) jours, en le communiquant par écrit à la partie adverse. xyxy=(636,605,1173,676)
revision-label: Rév.1a - 01 Janvier 2018 xyxy=(735,77,952,99)
section-body: C.1.- L'Acheteur déclare avoir lu et s'en tenir au contenu de la documentation suivante publiée sur le site Internet de la société: 1) Manuel de Pose, d'Utilisation, de Nettoyage et d'Entretien et 2) Fiches techniques. C.2. Vu la variabilité intrinsèque du produit en céramique, les caractéristiques des échantillons et / ou des modèles envoyés précédemment par le Vendeur à l'Acheteur sont indicatifs et non contraignants. C.3. Sauf en cas de demandes spécifiques à convenir avant la Confirmation de Commande, le Vendeur ne garantit pas la commande d'un article soit intégralement constituée par un même lot de production. xyxy=(68,304,603,355)
section-heading: L.- EIGENTUMSVORBEHALT xyxy=(1843,625,1960,636)
section-heading: G.- BEANSTANDUNGEN xyxy=(1321,827,1421,838)
section-body: L.1.- Tant que l'Acheteur n'aura pas intégralement payé le prix, les Produits objet de la fourniture resteront la propriété du Vendeur. L.2.- Au cours de la susdite période, l'Acheteur assumera les obligations et les responsabilités de gardien, et il ne pourra ni aliéner, ni confier, ni permettre la saisie desdits Produits sans déclarer la propriété du Vendeur et informer immédiatement ce dernier par lettre recommandée avec avis de réception. xyxy=(636,545,1173,586)
section-heading: B.- PRIX xyxy=(68,253,102,263)
section-heading: O.- MARKEN UND KENNZEICHNUNGEN DES VERKÄUFERS xyxy=(1843,876,2087,887)
section-heading: M.- HÖHERE GEWALT xyxy=(1843,696,1934,706)
section-heading: A.- MODALITÄT DES VERTRAGSABSCHLUSSES xyxy=(1321,132,1521,142)
page-title: CONDITIONS GÉNÉRALES DE VENTE / Rév.1a - 01 Janvier 2018 xyxy=(68,62,952,102)
section-heading: D.- LIEFERFRISTEN xyxy=(1321,383,1403,394)
page-left xyxy=(0,0,1215,1512)
revision-label: Fassung.1a - 01 Januar 2018 xyxy=(2051,77,2309,99)
section-body: G.1.- Beim Empfang der Produkte muss der Käufer sie einer sorgfältigen Sichtkontrolle gemäß den Angaben von Punkt 7 der Normen UNI EN ISO 10545-2 unterziehen. G.2.- Die Installation und die Verlegung der Produkte müssen unter Einhaltung der Empfehlungen zu den Arbeiten ausgeführt werden, die vor und während der Verlegung ausgeführt werden müssen, wie angegeben im Dokument 1) Handbuch zur Verlegung, Verwendung, Reinigung und Pflege, veröffentlicht auf der Web-Site des Verkäufers und angegeben auf der Verpackung des Produkts und/oder im Inneren derselben. Schäden, die durch eine falsche Installation, Verlegung und durch eine unterlassene/falsche Pflege (abweichend von den Angaben im 1) Handbuch zur Verlegung, Reinigung und Wartung), durch eine ungeeignete Bestimmungsnutzung oder durch normale Abnutzung verursacht werden, werden nicht als Mängel des Produkts anerkannt. G.3.- Vorbehaltlich der Grenzen der Akzeptabilität, die von der internationalen Norm EN 14411 (ISO 13006) vorgesehen sind, erkennen die Parteien Mängel der Produkte als offensichtliche Mängel an, die bereits bei ihrem Empfang festgestellt werden können, die das Material zur Verwendung ungeeignet machen oder die den Wert beträchtlich verringern. In diese Kategorie fallen Mängel, wie im Dokument definiert 1) Handbuch zur Verlegung, Verwendung, Reinigung und Pflege, veröffentlicht auf der Web-Site des Verkäufers. Als nicht erschöpfende Beispiele werden Oberflächenmängel, fehlerhafte Grafik, xyxy=(1321,839,1813,960)
section-heading: E.- RÜCKLIEFERUNG UND VERSAND xyxy=(1321,433,1474,444)
section-body: ébréchés, les hors nuance, les nuances mélangées et les Produits qui présentent des problèmes de coupe - voile. G.4.- Si l'Acheteur relève des Vices Évidents, il devra présenter une réclamation écrite au Vendeur, sous peine de déchéance, dans un délai de 8 (huit) jours à compter de la réception et avant le complet de matériel à la disposition de ce dernier. La réclamation devra indiquer les données de facturation et une description précise du vice objet de la réclamation, accompagnée, si possible, de photographies. Si la réclamation devait s'avérer sans fondement, l'Acheteur est disposé à rembourser au Vendeur les dépenses encourues pour l'éventuelle visite des lieux (expertises, déplacements, etc). G.5.- Les Vices Cachés devront être notifiés au Vendeur par lettre recommandée avec avis de réception, sous peine d'annulation de la garantie, dans un délai de 8 (huit) jours à compter de la date de la découverte du défaut. G.6.- L'action de l'Acheteur ayant pour but de faire valoir la garantie en cas de vices se prescrit dans un délai de 12 (douze) mois à compter de la livraison des Produits. xyxy=(636,132,1175,213)
section-heading: M.- FORCE MAJEURE xyxy=(636,595,726,605)
section-heading: D.- DÉLAIS DE LIVRAISON xyxy=(68,363,177,374)
section-body: D.1.- Die Lieferfristen sind unverbindlich und Verzögerungen führen für den Käufer in keinem Fall zum Anspruch auf Schadenvergütung. D.2.- Falls der Käufer das Material nicht innerhalb von 10 (zehn) Tagen ab dem Datum der Bereitstellung der Waren abholt, behält sich der Verkäufer das Recht vor, eine neue Lieferfrist festzusetzen. xyxy=(1321,395,1798,426)
page-title: ALLGEMEINE VERKAUFSBEDINGUNGEN / Fassung.1a - 01 Januar 2018 xyxy=(1321,62,2309,102)
